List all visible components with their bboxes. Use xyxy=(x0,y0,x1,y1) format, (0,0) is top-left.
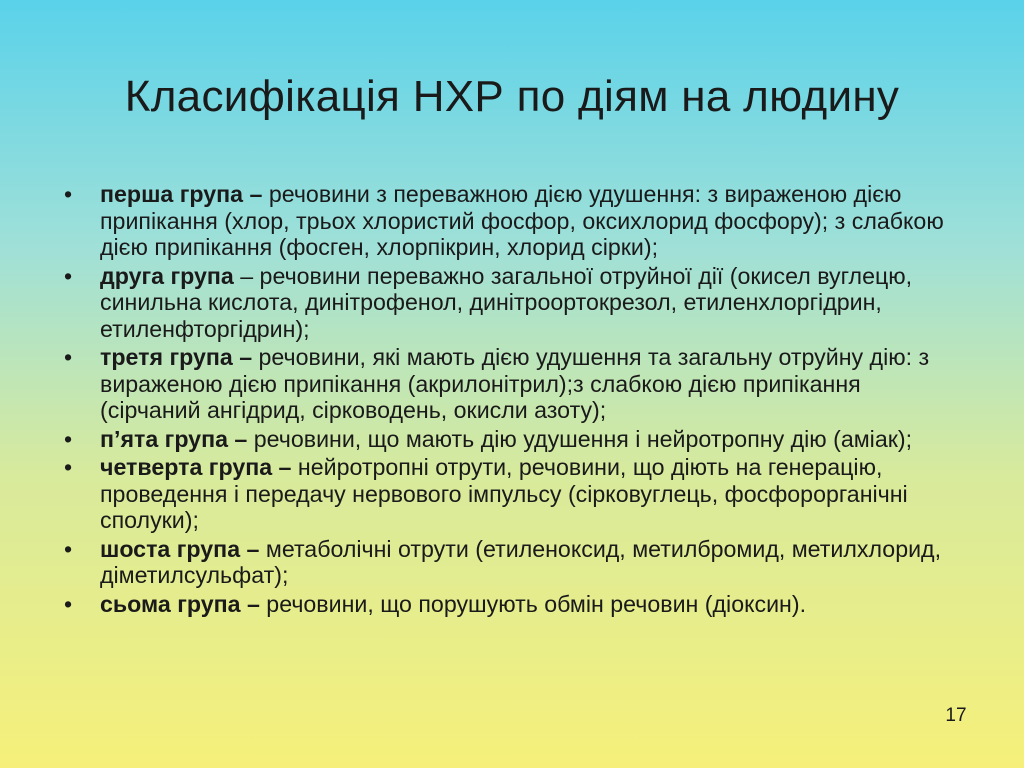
group-description: метаболічні отрути (етиленоксид, метилбромид, метилхлорид, діметилсульфат); xyxy=(100,535,942,588)
bullet-list xyxy=(58,181,958,619)
bullet-item-group-6 xyxy=(58,536,958,589)
bullet-dot: • xyxy=(63,535,73,562)
group-description: речовини, що порушують обмін речовин (діоксин). xyxy=(259,590,807,617)
bullet-dot: • xyxy=(63,262,73,289)
group-name: четверта група – xyxy=(100,454,292,480)
group-name: третя група – xyxy=(100,344,253,370)
group-description: речовини, які мають дією удушення та загальну отруйну дію: з вираженою дією припікання (акрилонітрил);з слабкою дією припікання (сірчаний ангідрид, сірководень, окисли азоту); xyxy=(100,344,930,423)
group-name: п’ята група – xyxy=(100,425,248,452)
group-description: нейротропні отрути, речовини, що діють на генерацію, проведення і передачу нервового імпульсу (сірковуглець, фосфорорганічні сполуки); xyxy=(100,454,908,533)
group-description: речовини з переважною дією удушення: з вираженою дією припікання (хлор, трьох хлористий фосфор, оксихлорид фосфору); з слабкою дією припікання (фосген, хлорпікрин, хлорид сірки); xyxy=(100,181,944,260)
group-name: перша група – xyxy=(100,181,263,207)
bullet-item-group-7 xyxy=(58,591,958,618)
bullet-item-group-4 xyxy=(58,454,958,534)
slide-title: Класифікація НХР по діям на людину xyxy=(124,72,900,121)
bullet-dot: • xyxy=(63,454,73,480)
bullet-dot: • xyxy=(63,181,73,207)
group-name: друга група xyxy=(100,262,234,289)
bullet-dot: • xyxy=(63,425,73,452)
group-description: – речовини переважно загальної отруйної дії (окисел вуглецю, синильна кислота, динітрофенол, динітроортокрезол, етиленхлоргідрин, етиленфторгідрин); xyxy=(100,262,913,342)
bullet-item-group-5 xyxy=(58,426,958,453)
group-description: речовини, що мають дію удушення і нейротропну дію (аміак); xyxy=(247,425,913,452)
bullet-item-group-1 xyxy=(58,181,958,261)
bullet-dot: • xyxy=(63,590,73,617)
bullet-dot: • xyxy=(63,344,73,370)
group-name: шоста група – xyxy=(100,535,260,562)
bullet-item-group-3 xyxy=(58,344,958,424)
page-number: 17 xyxy=(945,705,967,726)
group-name: сьома група – xyxy=(100,590,260,617)
bullet-item-group-2 xyxy=(58,263,958,343)
